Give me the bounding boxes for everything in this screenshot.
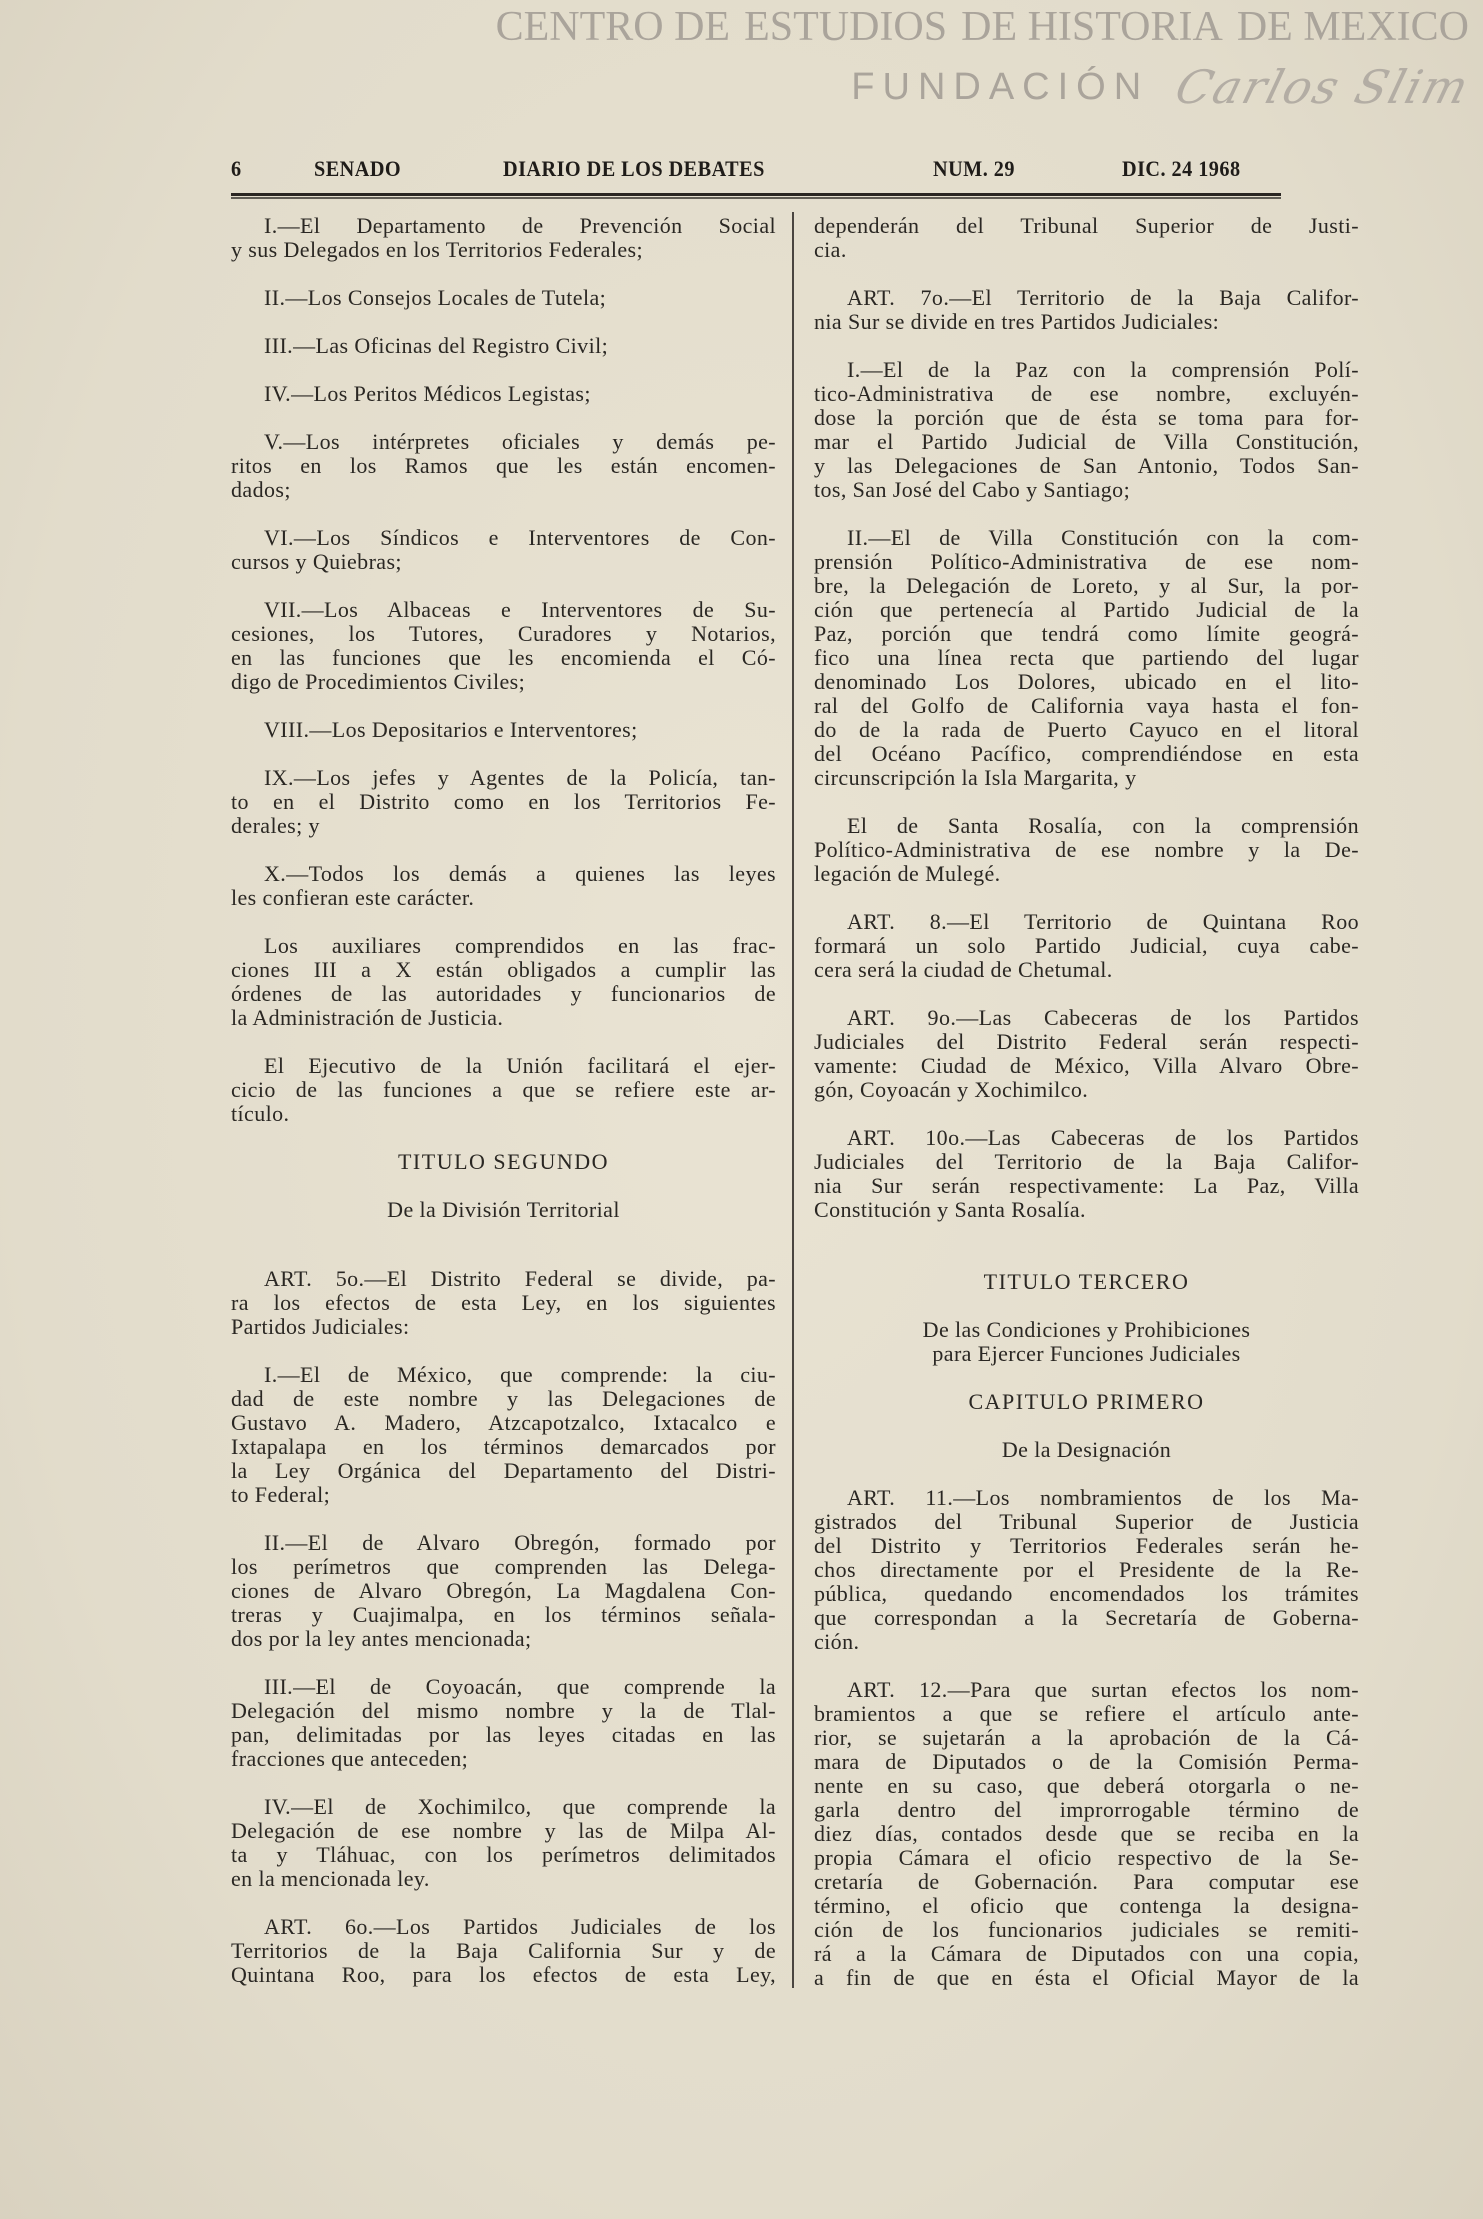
text-line: ra los efectos de esta Ley, en los siguientes [231, 1290, 776, 1315]
text-line: III.—Las Oficinas del Registro Civil; [264, 333, 609, 358]
text-line: pan, delimitadas por las leyes citadas en las [231, 1722, 776, 1747]
text-line: mar el Partido Judicial de Villa Constitución, [814, 429, 1359, 454]
paragraph [814, 814, 1359, 886]
text-line: diez días, contados desde que se reciba en la [814, 1821, 1359, 1846]
header-section: SENADO [314, 156, 402, 181]
text-line: ciones III a X están obligados a cumplir las [231, 957, 776, 982]
text-line: dose la porción que de ésta se toma para for- [814, 405, 1359, 430]
watermark-line: DE MEXICO [1236, 4, 1469, 50]
watermark-signature: Carlos Slim [1169, 60, 1477, 114]
text-line: denominado Los Dolores, ubicado en el lito- [814, 669, 1359, 694]
text-line: to Federal; [231, 1482, 331, 1507]
text-line: legación de Mulegé. [814, 861, 1001, 886]
text-line: cursos y Quiebras; [231, 549, 402, 574]
text-line: Los auxiliares comprendidos en las frac- [264, 933, 776, 958]
page-number: 6 [231, 156, 242, 181]
header-rule-secondary [231, 197, 1281, 199]
paragraph [231, 1675, 776, 1771]
text-line: Judiciales del Distrito Federal serán respecti- [814, 1029, 1359, 1054]
section-heading [231, 1150, 776, 1174]
text-line: circunscripción la Isla Margarita, y [814, 765, 1137, 790]
text-line: ción que pertenecía al Partido Judicial de la [814, 597, 1359, 622]
text-line: del Distrito y Territorios Federales serán he- [814, 1533, 1359, 1558]
text-line: rá a la Cámara de Diputados con una copia, [814, 1941, 1359, 1966]
text-line: del Océano Pacífico, comprendiéndose en esta [814, 741, 1359, 766]
text-line: VIII.—Los Depositarios e Interventores; [264, 717, 638, 742]
text-line: derales; y [231, 813, 320, 838]
text-line: tículo. [231, 1101, 290, 1126]
text-line: Delegación de ese nombre y las de Milpa Al- [231, 1818, 776, 1843]
text-line: Constitución y Santa Rosalía. [814, 1197, 1086, 1222]
text-line: do de la rada de Puerto Cayuco en el litoral [814, 717, 1359, 742]
section-subheading [814, 1318, 1359, 1366]
paragraph [231, 862, 776, 910]
text-line: El Ejecutivo de la Unión facilitará el ejer- [264, 1053, 776, 1078]
text-line: ART. 6o.—Los Partidos Judiciales de los [264, 1914, 776, 1939]
text-line: rior, se sujetarán a la aprobación de la Cá- [814, 1725, 1359, 1750]
text-line: nia Sur serán respectivamente: La Paz, Villa [814, 1173, 1359, 1198]
text-line: término, el oficio que contenga la designa- [814, 1893, 1359, 1918]
paragraph [231, 1915, 776, 1987]
text-line: nente en su caso, que deberá otorgarla o ne- [814, 1773, 1359, 1798]
paragraph [814, 286, 1359, 334]
text-line: I.—El de México, que comprende: la ciu- [264, 1362, 776, 1387]
text-line: que correspondan a la Secretaría de Goberna- [814, 1605, 1359, 1630]
text-line: CAPITULO PRIMERO [968, 1389, 1205, 1414]
text-line: dados; [231, 477, 291, 502]
text-line: ART. 8.—El Territorio de Quintana Roo [847, 909, 1359, 934]
paragraph [814, 910, 1359, 982]
text-line: I.—El de la Paz con la comprensión Polí- [847, 357, 1359, 382]
text-line: Delegación del mismo nombre y la de Tlal- [231, 1698, 776, 1723]
text-line: Paz, porción que tendrá como límite geográ- [814, 621, 1359, 646]
text-line: Partidos Judiciales: [231, 1314, 410, 1339]
watermark-fundacion: FUNDACIÓN [851, 66, 1150, 108]
paragraph [814, 1006, 1359, 1102]
text-line: en la mencionada ley. [231, 1866, 430, 1891]
text-line: formará un solo Partido Judicial, cuya cabe- [814, 933, 1359, 958]
text-line: IX.—Los jefes y Agentes de la Policía, tan- [264, 765, 776, 790]
paragraph [231, 526, 776, 574]
text-line: y sus Delegados en los Territorios Federales; [231, 237, 643, 262]
text-line: Ixtapalapa en los términos demarcados por [231, 1434, 776, 1459]
paragraph [231, 1795, 776, 1891]
paragraph [231, 1267, 776, 1339]
text-line: vamente: Ciudad de México, Villa Alvaro Obre- [814, 1053, 1359, 1078]
text-line: VII.—Los Albaceas e Interventores de Su- [264, 597, 776, 622]
text-line: en las funciones que les encomienda el Có- [231, 645, 776, 670]
text-line: tico-Administrativa de ese nombre, excluyén- [814, 381, 1359, 406]
column-divider [792, 212, 794, 1988]
paragraph [231, 766, 776, 838]
paragraph [814, 214, 1359, 262]
text-line: TITULO SEGUNDO [397, 1149, 610, 1174]
text-line: V.—Los intérpretes oficiales y demás pe- [264, 429, 776, 454]
text-line: IV.—El de Xochimilco, que comprende la [264, 1794, 776, 1819]
text-line: ta y Tláhuac, con los perímetros delimitados [231, 1842, 776, 1867]
text-line: De la Designación [1001, 1437, 1172, 1462]
paragraph [231, 286, 776, 310]
header-issue: NUM. 29 [933, 156, 1015, 181]
section-heading [814, 1270, 1359, 1294]
watermark-line: ESTUDIOS [744, 4, 948, 50]
text-line: III.—El de Coyoacán, que comprende la [264, 1674, 776, 1699]
text-line: tos, San José del Cabo y Santiago; [814, 477, 1131, 502]
text-line: la Ley Orgánica del Departamento del Distri- [231, 1458, 776, 1483]
text-line: dos por la ley antes mencionada; [231, 1626, 532, 1651]
text-line: dependerán del Tribunal Superior de Justi- [814, 213, 1359, 238]
text-line: órdenes de las autoridades y funcionarios de [231, 981, 776, 1006]
paragraph [814, 1678, 1359, 1990]
text-line: De la División Territorial [387, 1197, 620, 1222]
text-line: Judiciales del Territorio de la Baja Califor- [814, 1149, 1359, 1174]
text-line: bramientos a que se refiere el artículo ante- [814, 1701, 1359, 1726]
text-line: Quintana Roo, para los efectos de esta Ley, [231, 1962, 776, 1987]
text-line: ciones de Alvaro Obregón, La Magdalena Con- [231, 1578, 776, 1603]
text-line: TITULO TERCERO [983, 1269, 1190, 1294]
text-line: treras y Cuajimalpa, en los términos señala- [231, 1602, 776, 1627]
paragraph [231, 1363, 776, 1507]
paragraph [814, 526, 1359, 790]
text-line: ART. 11.—Los nombramientos de los Ma- [847, 1485, 1359, 1510]
text-line: ART. 12.—Para que surtan efectos los nom- [847, 1677, 1359, 1702]
watermark-foundation [851, 58, 1477, 116]
paragraph [231, 718, 776, 742]
text-line: II.—El de Alvaro Obregón, formado por [264, 1530, 776, 1555]
text-line: digo de Procedimientos Civiles; [231, 669, 526, 694]
text-line: bre, la Delegación de Loreto, y al Sur, la por- [814, 573, 1359, 598]
text-line: les confieran este carácter. [231, 885, 475, 910]
paragraph [814, 1126, 1359, 1222]
right-column [814, 214, 1359, 1990]
text-line: prensión Político-Administrativa de ese nom- [814, 549, 1359, 574]
text-line: Territorios de la Baja California Sur y de [231, 1938, 776, 1963]
text-line: cicio de las funciones a que se refiere este ar- [231, 1077, 776, 1102]
text-line: para Ejercer Funciones Judiciales [932, 1341, 1241, 1366]
paragraph [814, 1486, 1359, 1654]
text-line: II.—El de Villa Constitución con la com- [847, 525, 1359, 550]
text-line: ritos en los Ramos que les están encomen- [231, 453, 776, 478]
paragraph [231, 1054, 776, 1126]
text-line: to en el Distrito como en los Territorios Fe- [231, 789, 776, 814]
text-line: chos directamente por el Presidente de la Re- [814, 1557, 1359, 1582]
watermark-line: DE HISTORIA [961, 4, 1223, 50]
text-line: ral del Golfo de California vaya hasta el fon- [814, 693, 1359, 718]
text-line: a fin de que en ésta el Oficial Mayor de la [814, 1965, 1359, 1990]
text-line: nia Sur se divide en tres Partidos Judiciales: [814, 309, 1220, 334]
text-line: gón, Coyoacán y Xochimilco. [814, 1077, 1089, 1102]
text-line: la Administración de Justicia. [231, 1005, 504, 1030]
text-line: dad de este nombre y las Delegaciones de [231, 1386, 776, 1411]
text-line: I.—El Departamento de Prevención Social [264, 213, 776, 238]
watermark-line: CENTRO DE [495, 4, 731, 50]
text-line: fico una línea recta que partiendo del lugar [814, 645, 1359, 670]
text-line: El de Santa Rosalía, con la comprensión [847, 813, 1359, 838]
header-date: DIC. 24 1968 [1122, 156, 1241, 181]
text-line: IV.—Los Peritos Médicos Legistas; [264, 381, 591, 406]
text-line: fracciones que anteceden; [231, 1746, 469, 1771]
text-line: Político-Administrativa de ese nombre y la De- [814, 837, 1359, 862]
text-line: Gustavo A. Madero, Atzcapotzalco, Ixtacalco e [231, 1410, 776, 1435]
header-rule [231, 193, 1281, 196]
header-title: DIARIO DE LOS DEBATES [503, 156, 765, 181]
text-line: cesiones, los Tutores, Curadores y Notarios, [231, 621, 776, 646]
text-line: pública, quedando encomendados los trámites [814, 1581, 1359, 1606]
text-line: cretaría de Gobernación. Para computar ese [814, 1869, 1359, 1894]
text-line: gistrados del Tribunal Superior de Justicia [814, 1509, 1359, 1534]
text-line: ción. [814, 1629, 860, 1654]
paragraph [231, 1531, 776, 1651]
text-line: cera será la ciudad de Chetumal. [814, 957, 1113, 982]
paragraph [231, 598, 776, 694]
left-column [231, 214, 776, 1987]
paragraph [231, 334, 776, 358]
section-subheading [231, 1198, 776, 1222]
text-line: ART. 7o.—El Territorio de la Baja Califor- [847, 285, 1359, 310]
text-line: propia Cámara el oficio respectivo de la Se- [814, 1845, 1359, 1870]
paragraph [231, 934, 776, 1030]
text-line: los perímetros que comprenden las Delega- [231, 1554, 776, 1579]
text-line: ción de los funcionarios judiciales se remiti- [814, 1917, 1359, 1942]
text-line: garla dentro del improrrogable término de [814, 1797, 1359, 1822]
text-line: De las Condiciones y Prohibiciones [922, 1317, 1251, 1342]
watermark-logo [496, 2, 1469, 52]
text-line: ART. 10o.—Las Cabeceras de los Partidos [847, 1125, 1359, 1150]
section-heading [814, 1390, 1359, 1414]
paragraph [231, 382, 776, 406]
text-line: ART. 5o.—El Distrito Federal se divide, pa- [264, 1266, 776, 1291]
text-line: VI.—Los Síndicos e Interventores de Con- [264, 525, 776, 550]
text-line: X.—Todos los demás a quienes las leyes [264, 861, 776, 886]
section-subheading [814, 1438, 1359, 1462]
text-line: y las Delegaciones de San Antonio, Todos San- [814, 453, 1359, 478]
paragraph [231, 214, 776, 262]
paragraph [231, 430, 776, 502]
text-line: cia. [814, 237, 847, 262]
text-line: ART. 9o.—Las Cabeceras de los Partidos [847, 1005, 1359, 1030]
paragraph [814, 358, 1359, 502]
text-line: II.—Los Consejos Locales de Tutela; [264, 285, 607, 310]
text-line: mara de Diputados o de la Comisión Perma- [814, 1749, 1359, 1774]
